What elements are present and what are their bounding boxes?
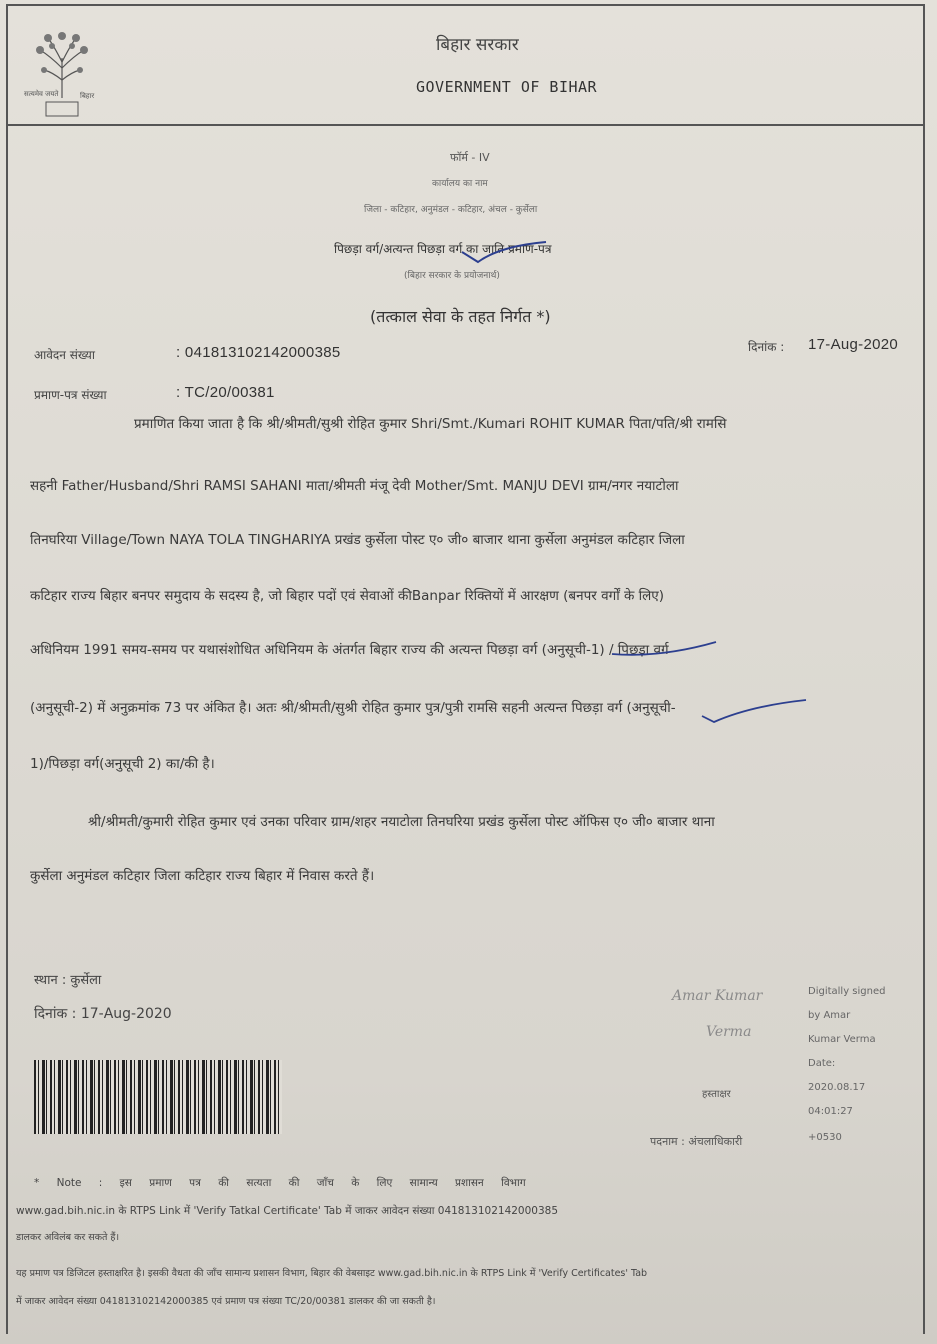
emblem-text-left: सत्यमेव जयते bbox=[24, 90, 59, 98]
digital-sign-4: Date: bbox=[808, 1058, 836, 1069]
certificate-title: पिछड़ा वर्ग/अत्यन्त पिछड़ा वर्ग का जाति प्रमाण-पत्र bbox=[334, 242, 552, 256]
note-line-1: * Note : इस प्रमाण पत्र की सत्यता की जाँच के लिए सामान्य प्रशासन विभाग bbox=[34, 1177, 526, 1189]
certificate-number: : TC/20/00381 bbox=[176, 384, 275, 401]
digital-sign-6: 04:01:27 bbox=[808, 1106, 853, 1117]
note-line-3: डालकर अविलंब कर सकते हैं। bbox=[16, 1232, 120, 1243]
office-name: कार्यालय का नाम bbox=[432, 179, 488, 189]
application-number: : 041813102142000385 bbox=[176, 344, 341, 361]
body-line-1: प्रमाणित किया जाता है कि श्री/श्रीमती/सुश्री रोहित कुमार Shri/Smt./Kumari ROHIT KUMAR पिता/पति/श्री रामसि bbox=[134, 416, 727, 432]
note-line-4: यह प्रमाण पत्र डिजिटल हस्ताक्षरित है। इसकी वैधता की जाँच सामान्य प्रशासन विभाग, बिहार की वेबसाइट www.gad.bih.nic.in के RTPS Link में 'Verify Certificates' Tab bbox=[16, 1268, 648, 1279]
digital-sign-5: 2020.08.17 bbox=[808, 1082, 866, 1093]
digital-sign-1: Digitally signed bbox=[808, 986, 886, 997]
body-line-5: अधिनियम 1991 समय-समय पर यथासंशोधित अधिनियम के अंतर्गत बिहार राज्य की अत्यन्त पिछड़ा वर्ग (अनुसूची-1) / पिछड़ा वर्ग bbox=[30, 642, 669, 658]
bodhi-tree-emblem-icon bbox=[22, 28, 102, 122]
office-district: जिला - कटिहार, अनुमंडल - कटिहार, अंचल - कुर्सेला bbox=[364, 205, 538, 215]
body-line-8: श्री/श्रीमती/कुमारी रोहित कुमार एवं उनका परिवार ग्राम/शहर नयाटोला तिनघरिया प्रखंड कुर्सेला पोस्ट ऑफिस ए० जी० बाजार थाना bbox=[88, 814, 715, 830]
pen-underline-1 bbox=[610, 636, 720, 660]
signature-label: हस्ताक्षर bbox=[702, 1089, 731, 1100]
date-label: दिनांक : bbox=[748, 340, 785, 354]
tatkal-notice: (तत्काल सेवा के तहत निर्गत *) bbox=[370, 307, 551, 326]
application-label: आवेदन संख्या bbox=[34, 348, 95, 362]
designation: पदनाम : अंचलाधिकारी bbox=[650, 1135, 743, 1148]
header-hindi: बिहार सरकार bbox=[436, 35, 519, 55]
note-line-2: www.gad.bih.nic.in के RTPS Link में 'Verify Tatkal Certificate' Tab में जाकर आवेदन संख्या 041813102142000385 bbox=[16, 1205, 559, 1217]
footer-date: दिनांक : 17-Aug-2020 bbox=[34, 1006, 172, 1022]
place-label: स्थान : कुर्सेला bbox=[34, 973, 102, 988]
body-line-2: सहनी Father/Husband/Shri RAMSI SAHANI माता/श्रीमती मंजू देवी Mother/Smt. MANJU DEVI ग्राम/नगर नयाटोला bbox=[30, 478, 679, 494]
form-number: फॉर्म - IV bbox=[450, 151, 490, 164]
issue-date: 17-Aug-2020 bbox=[808, 336, 899, 353]
barcode bbox=[34, 1060, 282, 1134]
note-line-5: में जाकर आवेदन संख्या 041813102142000385 एवं प्रमाण पत्र संख्या TC/20/00381 डालकर की जा सकती है। bbox=[16, 1296, 436, 1307]
signer-name-line-2: Verma bbox=[706, 1024, 752, 1040]
body-line-7: 1)/पिछड़ा वर्ग(अनुसूची 2) का/की है। bbox=[30, 756, 215, 772]
signer-name-line-1: Amar Kumar bbox=[672, 988, 763, 1004]
certificate-label: प्रमाण-पत्र संख्या bbox=[34, 388, 107, 402]
body-line-9: कुर्सेला अनुमंडल कटिहार जिला कटिहार राज्य बिहार में निवास करते हैं। bbox=[30, 868, 375, 884]
certificate-subtitle: (बिहार सरकार के प्रयोजनार्थ) bbox=[404, 271, 500, 281]
digital-sign-2: by Amar bbox=[808, 1010, 851, 1021]
header-english: GOVERNMENT OF BIHAR bbox=[416, 78, 598, 96]
body-line-3: तिनघरिया Village/Town NAYA TOLA TINGHARIYA प्रखंड कुर्सेला पोस्ट ए० जी० बाजार थाना कुर्सेला अनुमंडल कटिहार जिला bbox=[30, 532, 685, 548]
pen-tick-mark bbox=[460, 238, 550, 268]
body-line-4: कटिहार राज्य बिहार बनपर समुदाय के सदस्य है, जो बिहार पदों एवं सेवाओं कीBanpar रिक्तियों में आरक्षण (बनपर वर्गों के लिए) bbox=[30, 588, 665, 604]
digital-sign-3: Kumar Verma bbox=[808, 1034, 876, 1045]
pen-underline-2 bbox=[700, 696, 810, 726]
header-frame bbox=[6, 4, 925, 126]
emblem-text-right: बिहार bbox=[80, 92, 95, 100]
digital-sign-7: +0530 bbox=[808, 1132, 842, 1143]
body-line-6: (अनुसूची-2) में अनुक्रमांक 73 पर अंकित है। अतः श्री/श्रीमती/सुश्री रोहित कुमार पुत्र/पुत्री रामसि सहनी अत्यन्त पिछड़ा वर्ग (अनुसूची- bbox=[30, 700, 676, 716]
